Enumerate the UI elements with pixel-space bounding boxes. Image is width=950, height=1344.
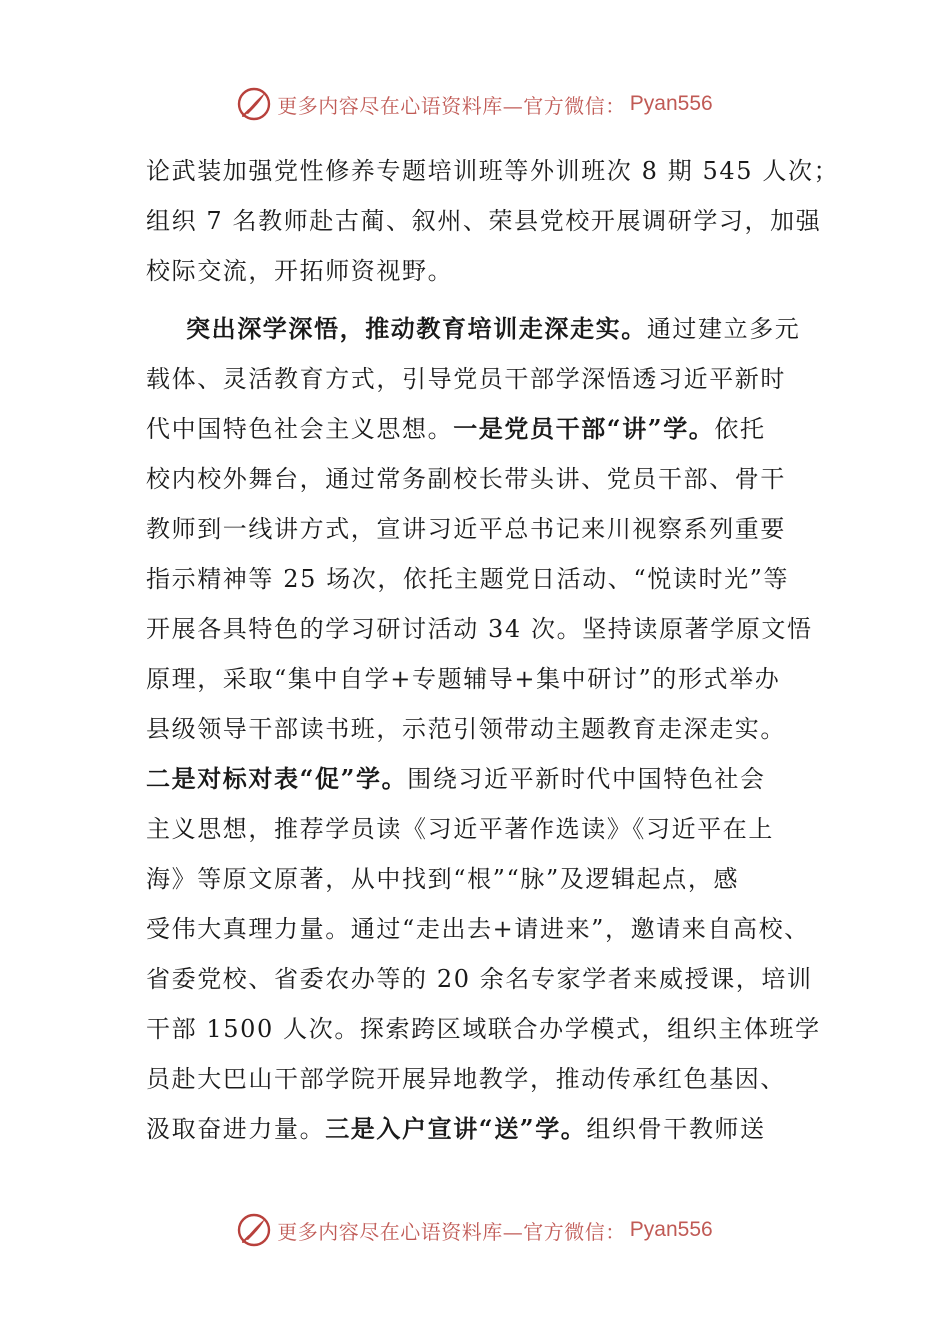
- body-text: 通过建立多元: [646, 315, 801, 343]
- header-watermark: [0, 84, 950, 124]
- document-body: [146, 146, 840, 1146]
- text-line: [146, 1004, 821, 1054]
- body-text: 组织 7 名教师赴古蔺、叙州、荣县党校开展调研学习，加强: [146, 207, 822, 235]
- text-line: [146, 304, 808, 354]
- text-line: [146, 454, 808, 504]
- text-line: [146, 704, 808, 754]
- bold-heading-text: 二是对标对表“促”学。: [146, 764, 408, 793]
- text-line: [146, 404, 808, 454]
- body-text: 论武装加强党性修养专题培训班等外训班次 8 期 545 人次；: [146, 157, 840, 185]
- body-text: 受伟大真理力量。通过“走出去+请进来”，邀请来自高校、: [146, 915, 810, 943]
- body-text: 汲取奋进力量。: [146, 1115, 326, 1143]
- body-text: 依托: [714, 415, 766, 443]
- quill-logo-icon: [237, 1213, 271, 1247]
- body-text: 原理，采取“集中自学+专题辅导+集中研讨”的形式举办: [146, 665, 781, 693]
- text-line: [146, 554, 808, 604]
- body-text: 组织骨干教师送: [586, 1115, 766, 1143]
- text-line: [146, 904, 808, 954]
- text-line: [146, 146, 840, 196]
- body-text: 开展各具特色的学习研讨活动 34 次。坚持读原著学原文悟: [146, 615, 813, 643]
- text-line: [146, 1054, 808, 1104]
- body-text: 指示精神等 25 场次，依托主题党日活动、“悦读时光”等: [146, 565, 790, 593]
- bold-heading-text: 三是入户宣讲“送”学。: [325, 1114, 587, 1143]
- text-line: [146, 196, 822, 246]
- paragraph-gap: [146, 296, 808, 304]
- body-text: 教师到一线讲方式，宣讲习近平总书记来川视察系列重要: [146, 515, 786, 543]
- text-line: [146, 654, 808, 704]
- text-line: [146, 954, 813, 1004]
- text-line: [146, 854, 808, 904]
- text-line: [146, 354, 808, 404]
- footer-watermark: [0, 1210, 950, 1250]
- text-line: [146, 804, 808, 854]
- text-line: [146, 1104, 808, 1154]
- text-line: [146, 754, 808, 804]
- body-text: 围绕习近平新时代中国特色社会: [407, 765, 766, 793]
- footer-wechat-id: Pyan556: [629, 1218, 713, 1241]
- text-line: [146, 604, 813, 654]
- text-line: [146, 246, 808, 296]
- body-text: 县级领导干部读书班，示范引领带动主题教育走深走实。: [146, 715, 786, 743]
- body-text: 校内校外舞台，通过常务副校长带头讲、党员干部、骨干: [146, 465, 786, 493]
- bold-heading-text: 一是党员干部“讲”学。: [453, 414, 715, 443]
- header-watermark-text: 更多内容尽在心语资料库—官方微信：: [277, 93, 626, 118]
- body-text: 员赴大巴山干部学院开展异地教学，推动传承红色基因、: [146, 1065, 786, 1093]
- body-text: 校际交流，开拓师资视野。: [146, 257, 454, 285]
- header-wechat-id: Pyan556: [629, 92, 713, 115]
- body-text: 海》等原文原著，从中找到“根”“脉”及逻辑起点，感: [146, 865, 740, 893]
- body-text: 代中国特色社会主义思想。: [146, 415, 454, 443]
- text-line: [146, 504, 808, 554]
- bold-heading-text: 突出深学深悟，推动教育培训走深走实。: [186, 314, 647, 343]
- quill-logo-icon: [237, 87, 271, 121]
- body-text: 载体、灵活教育方式，引导党员干部学深悟透习近平新时: [146, 365, 786, 393]
- body-text: 省委党校、省委农办等的 20 余名专家学者来威授课，培训: [146, 965, 813, 993]
- footer-watermark-text: 更多内容尽在心语资料库—官方微信：: [277, 1219, 626, 1244]
- body-text: 主义思想，推荐学员读《习近平著作选读》《习近平在上: [146, 815, 774, 843]
- body-text: 干部 1500 人次。探索跨区域联合办学模式，组织主体班学: [146, 1015, 821, 1043]
